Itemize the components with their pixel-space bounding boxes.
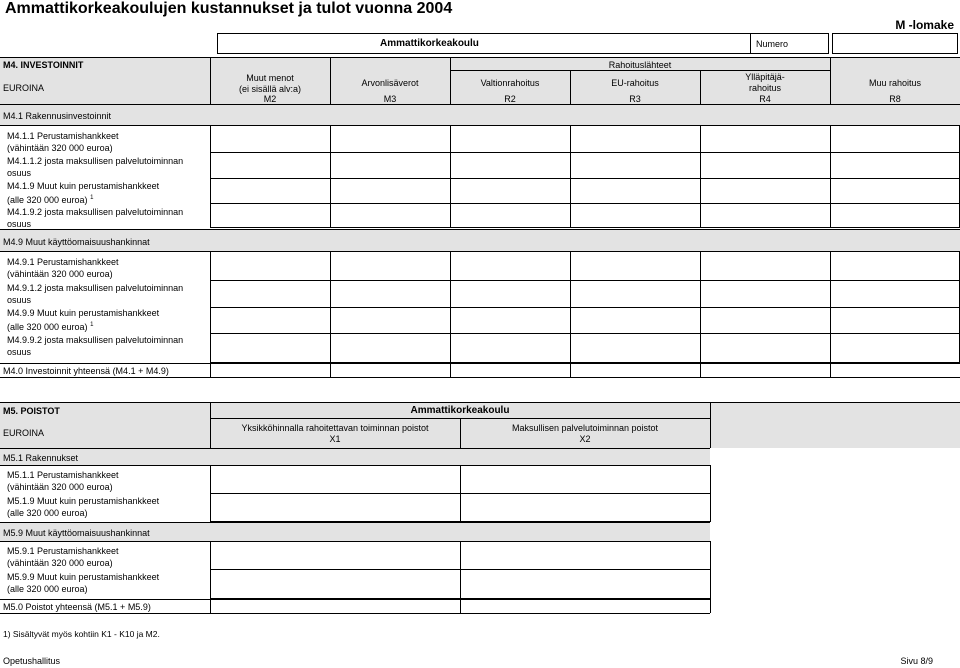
m5-row-2: M5.1.9 Muut kuin perustamishankkeet (alle 320 000 euroa) bbox=[7, 496, 160, 518]
m4-row-1: M4.1.1 Perustamishankkeet (vähintään 320 000 euroa) bbox=[7, 131, 119, 153]
m4-total: M4.0 Investoinnit yhteensä (M4.1 + M4.9) bbox=[3, 366, 169, 376]
col-muut-menot: Muut menot (ei sisällä alv:a) bbox=[238, 73, 302, 94]
m4-heading: M4. INVESTOINNIT bbox=[3, 60, 84, 70]
page-title: Ammattikorkeakoulujen kustannukset ja tulot vuonna 2004 bbox=[5, 0, 453, 17]
code-m2: M2 bbox=[263, 94, 277, 104]
school-header-box bbox=[217, 33, 829, 54]
col-muu-rahoitus: Muu rahoitus bbox=[868, 78, 922, 88]
code-r2: R2 bbox=[504, 94, 516, 104]
code-r3: R3 bbox=[629, 94, 641, 104]
col-valtionrahoitus: Valtionrahoitus bbox=[480, 78, 540, 88]
code-m3: M3 bbox=[383, 94, 397, 104]
m4-sec1: M4.1 Rakennusinvestoinnit bbox=[3, 111, 112, 121]
number-input[interactable] bbox=[832, 33, 958, 54]
m5-school-label: Ammattikorkeakoulu bbox=[410, 405, 510, 416]
m4-row-5: M4.9.1 Perustamishankkeet (vähintään 320 000 euroa) bbox=[7, 257, 119, 279]
m4-row-4: M4.1.9.2 josta maksullisen palvelutoiminnan osuus bbox=[7, 207, 184, 229]
m5-heading: M5. POISTOT bbox=[3, 406, 60, 416]
m5-row-1: M5.1.1 Perustamishankkeet (vähintään 320 000 euroa) bbox=[7, 470, 119, 492]
m5-col1: Yksikköhinnalla rahoitettavan toiminnan poistot X1 bbox=[241, 423, 429, 444]
footnote: 1) Sisältyvät myös kohtiin K1 - K10 ja M2. bbox=[3, 629, 160, 639]
m5-sec2: M5.9 Muut käyttöomaisuushankinnat bbox=[3, 528, 150, 538]
form-id: M -lomake bbox=[895, 18, 954, 32]
m5-unit: EUROINA bbox=[3, 428, 45, 438]
school-label: Ammattikorkeakoulu bbox=[380, 38, 479, 49]
code-r8: R8 bbox=[889, 94, 901, 104]
footer-page: Sivu 8/9 bbox=[900, 656, 933, 666]
m4-row-3: M4.1.9 Muut kuin perustamishankkeet (alle 320 000 euroa) $^1$ bbox=[7, 181, 160, 205]
m4-row-6: M4.9.1.2 josta maksullisen palvelutoiminnan osuus bbox=[7, 283, 184, 305]
m4-row-8: M4.9.9.2 josta maksullisen palvelutoiminnan osuus bbox=[7, 335, 184, 357]
m5-sec1: M5.1 Rakennukset bbox=[3, 453, 79, 463]
number-label: Numero bbox=[756, 39, 789, 49]
m4-row-7: M4.9.9 Muut kuin perustamishankkeet (alle 320 000 euroa) $^1$ bbox=[7, 308, 160, 332]
m4-unit: EUROINA bbox=[3, 83, 45, 93]
m5-col2: Maksullisen palvelutoiminnan poistot X2 bbox=[511, 423, 659, 444]
m5-row-3: M5.9.1 Perustamishankkeet (vähintään 320 000 euroa) bbox=[7, 546, 119, 568]
m5-total: M5.0 Poistot yhteensä (M5.1 + M5.9) bbox=[3, 602, 151, 612]
col-eu-rahoitus: EU-rahoitus bbox=[611, 78, 659, 88]
col-alv: Arvonlisäverot bbox=[361, 78, 419, 88]
m5-row-4: M5.9.9 Muut kuin perustamishankkeet (alle 320 000 euroa) bbox=[7, 572, 160, 594]
col-rahoituslahteet: Rahoituslähteet bbox=[608, 60, 672, 70]
code-r4: R4 bbox=[759, 94, 771, 104]
m4-grid-1[interactable] bbox=[210, 125, 960, 228]
col-yllapitaja: Ylläpitäjä- rahoitus bbox=[745, 72, 785, 93]
m4-sec2: M4.9 Muut käyttöomaisuushankinnat bbox=[3, 237, 150, 247]
footer-org: Opetushallitus bbox=[3, 656, 61, 666]
m4-row-2: M4.1.1.2 josta maksullisen palvelutoiminnan osuus bbox=[7, 156, 184, 178]
